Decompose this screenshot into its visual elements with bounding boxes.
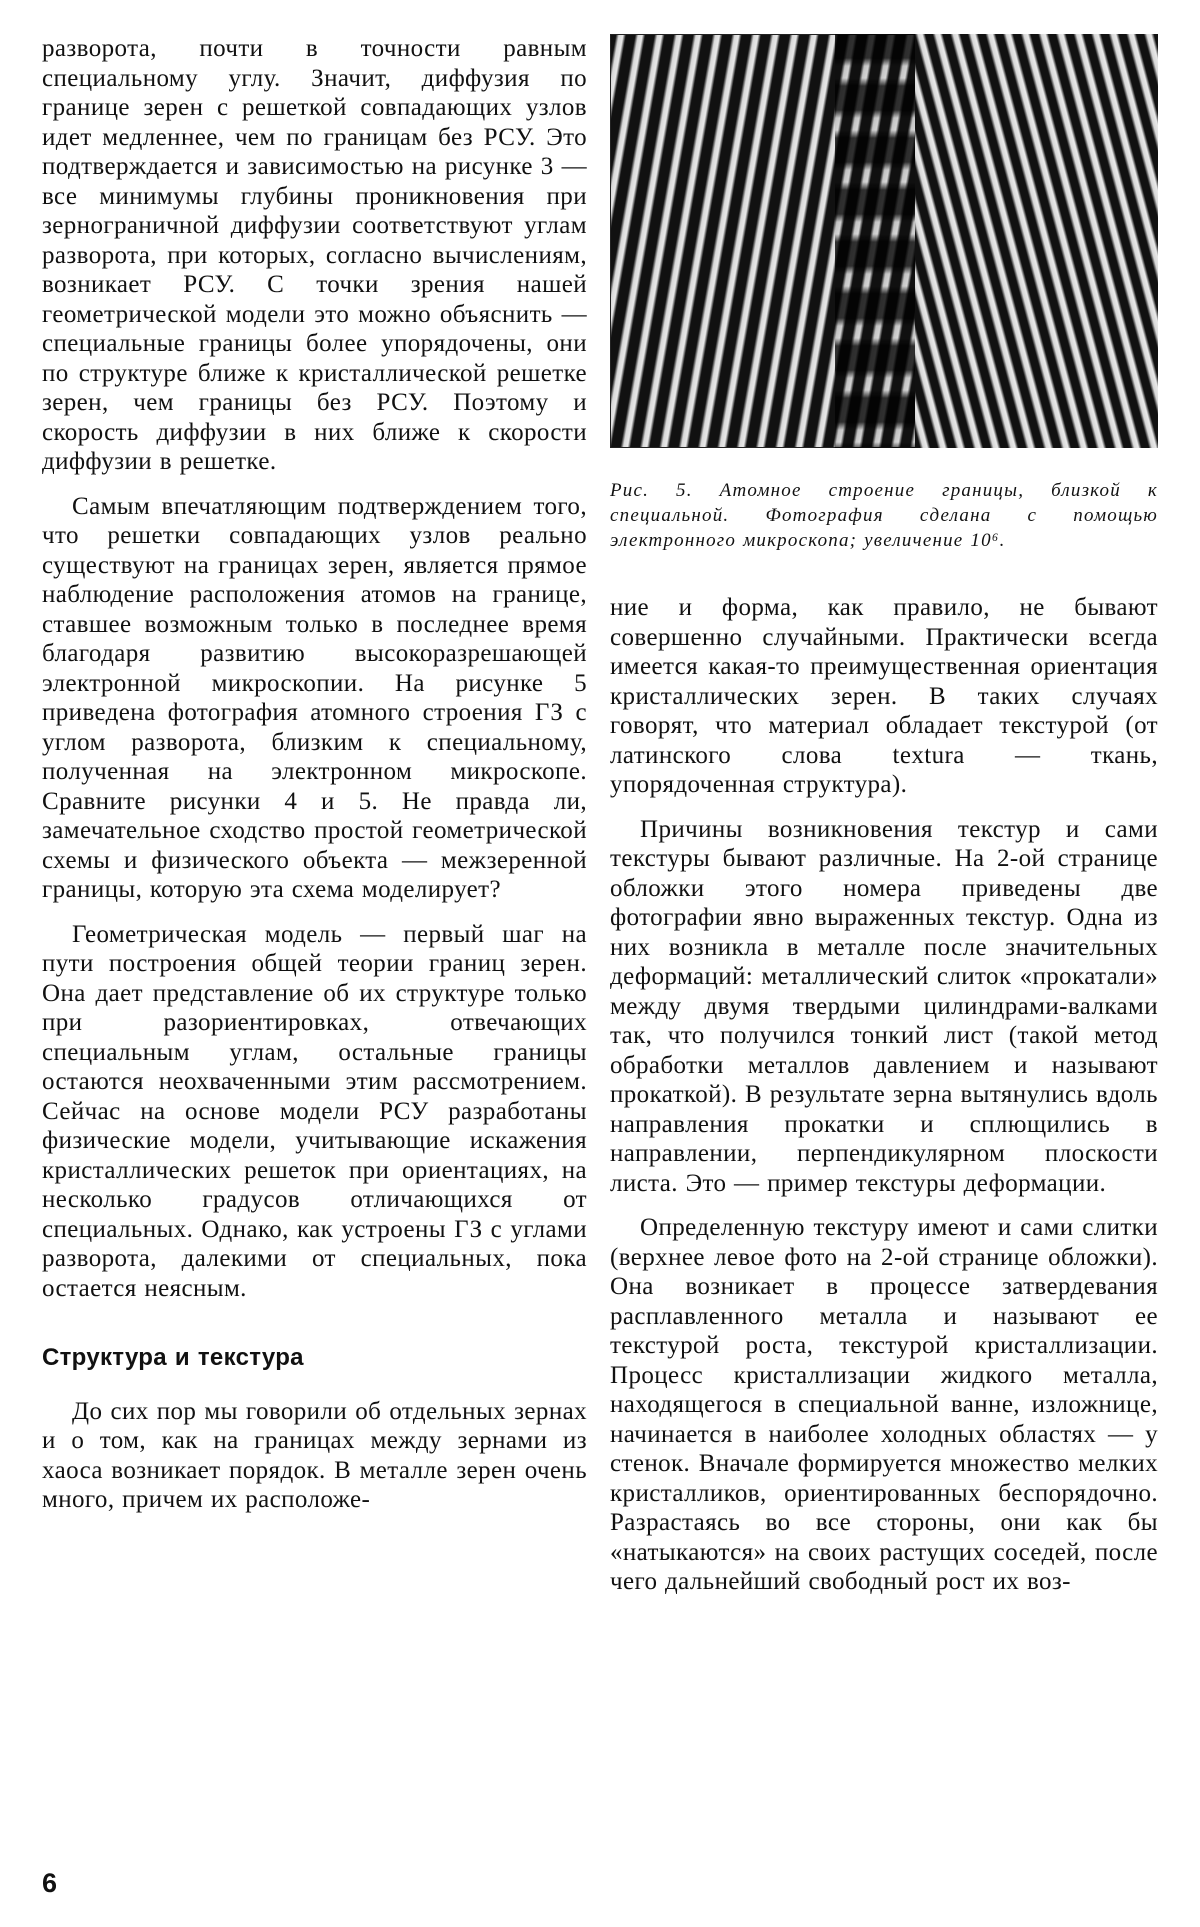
left-column (42, 34, 587, 1530)
paragraph: ние и форма, как правило, не бывают совершенно случайными. Практически всегда имеется какая-то преимущественная ориентация кристаллических зерен. В таких случаях говорят, что материал обладает текстурой (от латинского слова textura — ткань, упорядоченная структура). (610, 594, 1158, 798)
paragraph: Причины возникновения текстур и сами текстуры бывают различные. На 2-ой странице обложки этого номера приведены две фотографии явно выраженных текстур. Одна из них возникла в металле после значительных деформаций: металлический слиток «прокатали» между двумя твердыми цилиндрами-валками так, что получился тонкий лист (такой метод обработки металлов давлением и называют прокаткой). В результате зерна вытянулись вдоль направления прокатки и сплющились в направлении, перпендикулярном плоскости листа. Это — пример текстуры деформации. (610, 815, 1158, 1197)
paragraph: разворота, почти в точности равным специальному углу. Значит, диффузия по границе зерен с решеткой совпадающих узлов идет медленнее, чем по границам без РСУ. Это подтверждается и зависимостью на рисунке 3 — все минимумы глубины проникновения при зернограничной диффузии соответствуют углам разворота, при которых, согласно вычислениям, возникает РСУ. С точки зрения нашей геометрической модели это можно объяснить — специальные границы более упорядочены, они по структуре ближе к кристаллической решетке зерен, чем границы без РСУ. Поэтому и скорость диффузии в них ближе к скорости диффузии в решетке. (42, 35, 587, 475)
paragraph: Определенную текстуру имеют и сами слитки (верхнее левое фото на 2-ой странице обложки). Она возникает в процессе затвердевания расплавленного металла и называют ее текстурой роста, текстурой кристаллизации. Процесс кристаллизации жидкого металла, находящегося в специальной ванне, изложнице, начинается в наиболее холодных областях — у стенок. Вначале формируется множество мелких кристалликов, ориентированных беспорядочно. Разрастаясь во все стороны, они как бы «натыкаются» на своих растущих соседей, после чего дальнейший свободный рост их воз- (610, 1214, 1158, 1595)
paragraph: До сих пор мы говорили об отдельных зернах и о том, как на границах между зернами из хаоса возникает порядок. В металле зерен очень много, причем их расположе- (42, 1397, 587, 1513)
lattice-fringes-right (915, 34, 1158, 448)
section-title: Структура и текстура (42, 1344, 304, 1371)
right-column (610, 34, 1158, 1612)
figure-caption: Рис. 5. Атомное строение границы, близкой к специальной. Фотография сделана с помощью электронного микроскопа; увеличение 10⁶. (610, 480, 1158, 551)
paragraph: Самым впечатляющим подтверждением того, что решетки совпадающих узлов реально существуют на границах зерен, является прямое наблюдение расположения атомов на границе, ставшее возможным только в последнее время благодаря развитию высокоразрешающей электронной микроскопии. На рисунке 5 приведена фотография атомного строения ГЗ с углом разворота, близким к специальному, полученная на электронном микроскопе. Сравните рисунки 4 и 5. Не правда ли, замечательное сходство простой геометрической схемы и физического объекта — межзеренной границы, которую эта схема моделирует? (42, 492, 587, 903)
paragraph: Геометрическая модель — первый шаг на пути построения общей теории границ зерен. Она дает представление об их структуре только при разориентировках, отвечающих специальным углам, остальные границы остаются неохваченными этим рассмотрением. Сейчас на основе модели РСУ разработаны физические модели, учитывающие искажения кристаллических решеток при ориентациях, на несколько градусов отличающихся от специальных. Однако, как устроены ГЗ с углами разворота, далекими от специальных, пока остается неясным. (42, 920, 587, 1302)
grain-boundary-band (835, 34, 915, 448)
atomic-structure-photo (610, 34, 1158, 448)
page-number: 6 (42, 1868, 58, 1898)
